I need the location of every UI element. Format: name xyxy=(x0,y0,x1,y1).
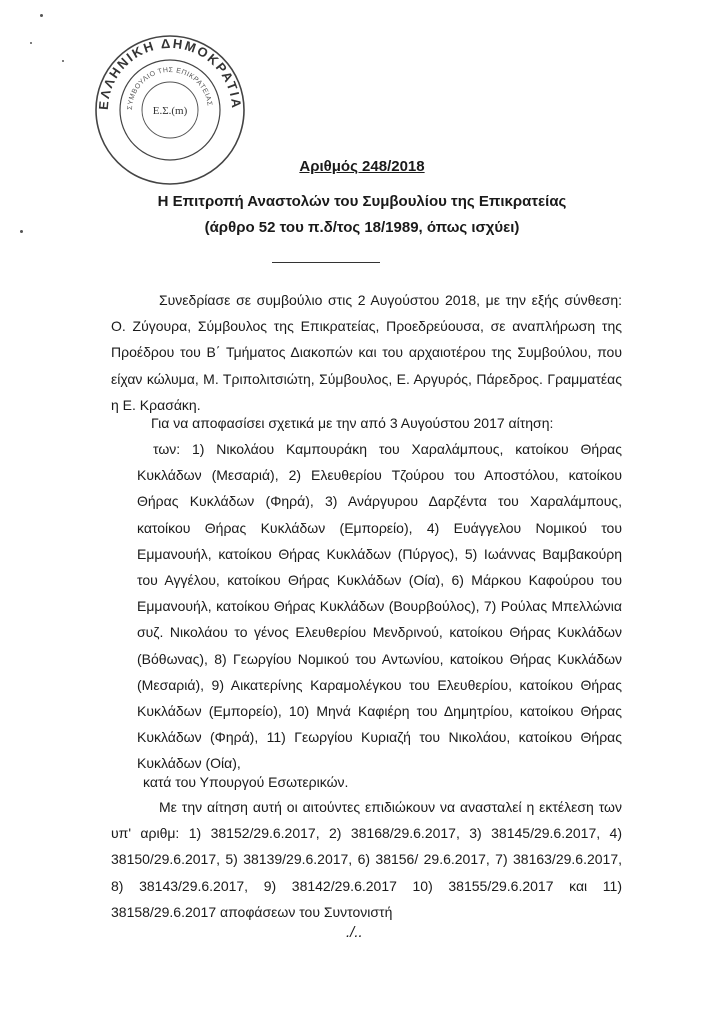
header-divider xyxy=(272,262,380,263)
against-line-text: κατά του Υπουργού Εσωτερικών. xyxy=(143,774,349,790)
svg-text:ΣΥΜΒΟΥΛΙΟ ΤΗΣ ΕΠΙΚΡΑΤΕΙΑΣ xyxy=(127,67,213,110)
page-continuation-mark: ./.. xyxy=(346,924,363,941)
petition-intro xyxy=(111,410,622,436)
petition-intro-text: Για να αποφασίσει σχετικά με την από 3 Αυγούστου 2017 αίτηση: xyxy=(151,415,554,431)
scan-speck xyxy=(40,14,43,17)
seal-outer-text: ΕΛΛΗΝΙΚΗ ΔΗΜΟΚΡΑΤΙΑ xyxy=(95,35,245,111)
scan-speck xyxy=(20,230,23,233)
request-paragraph xyxy=(111,794,622,925)
petitioners-paragraph xyxy=(111,436,622,777)
decision-number: Αριθμός 248/2018 xyxy=(299,158,425,175)
seal-inner-text: ΣΥΜΒΟΥΛΙΟ ΤΗΣ ΕΠΙΚΡΑΤΕΙΑΣ xyxy=(126,66,213,111)
request-paragraph-text: Με την αίτηση αυτή οι αιτούντες επιδιώκουν να ανασταλεί η εκτέλεση των υπ' αριθμ: 1) 38152/29.6.2017, 2) 38168/29.6.2017, 3) 38145/29.6.2017, 4) 38150/29.6.2017, 5) 38139/29.6.2017, 6) 38156/ 29.6.2017, 7) 38163/29.6.2017, 8) 38143/29.6.2017, 9) 38142/29.6.2017 10) 38155/29.6.2017 και 11) 38158/29.6.2017 αποφάσεων του Συντονιστή xyxy=(111,799,622,920)
against-line xyxy=(111,769,622,795)
session-paragraph-text: Συνεδρίασε σε συμβούλιο στις 2 Αυγούστου 2018, με την εξής σύνθεση: Ο. Ζύγουρα, Σύμβουλος της Επικρατείας, Προεδρεύουσα, σε αναπλήρωση της Προέδρου του Β΄ Τμήματος Διακοπών και του αρχαιοτέρου της Συμβούλου, που είχαν κώλυμα, Μ. Τριπολιτσιώτη, Σύμβουλος, Ε. Αργυρός, Πάρεδρος. Γραμματέας η Ε. Κρασάκη. xyxy=(111,292,622,413)
scan-speck xyxy=(62,60,64,62)
petitioners-paragraph-text: των: 1) Νικολάου Καμπουράκη του Χαραλάμπους, κατοίκου Θήρας Κυκλάδων (Μεσαριά), 2) Ελευθερίου Τζούρου του Αποστόλου, κατοίκου Θήρας Κυκλάδων (Φηρά), 3) Ανάργυρου Δαρζέντα του Χαραλάμπους, κατοίκου Θήρας Κυκλάδων (Εμπορείο), 4) Ευάγγελου Νομικού του Εμμανουήλ, κατοίκου Θήρας Κυκλάδων (Πύργος), 5) Ιωάννας Βαμβακούρη του Αγγέλου, κατοίκου Θήρας Κυκλάδων (Οία), 6) Μάρκου Καφούρου του Εμμανουήλ, κατοίκου Θήρας Κυκλάδων (Βουρβούλος), 7) Ρούλας Μπελλώνια συζ. Νικολάου το γένος Ελευθερίου Μενδρινού, κατοίκου Θήρας Κυκλάδων (Βόθωνας), 8) Γεωργίου Νομικού του Αντωνίου, κατοίκου Θήρας Κυκλάδων (Μεσαριά), 9) Αικατερίνης Καραμολέγκου του Ελευθερίου, κατοίκου Θήρας Κυκλάδων (Εμπορείο), 10) Μηνά Καφιέρη του Δημητρίου, κατοίκου Θήρας Κυκλάδων (Φηρά), 11) Γεωργίου Κυριαζή του Νικολάου, κατοίκου Θήρας Κυκλάδων (Οία), xyxy=(137,441,622,772)
session-paragraph xyxy=(111,287,622,418)
seal-center-text: Ε.Σ.(m) xyxy=(152,105,188,117)
scan-speck xyxy=(30,42,32,44)
committee-title: Η Επιτροπή Αναστολών του Συμβουλίου της Επικρατείας xyxy=(157,193,567,210)
article-reference: (άρθρο 52 του π.δ/τος 18/1989, όπως ισχύει) xyxy=(204,219,520,236)
